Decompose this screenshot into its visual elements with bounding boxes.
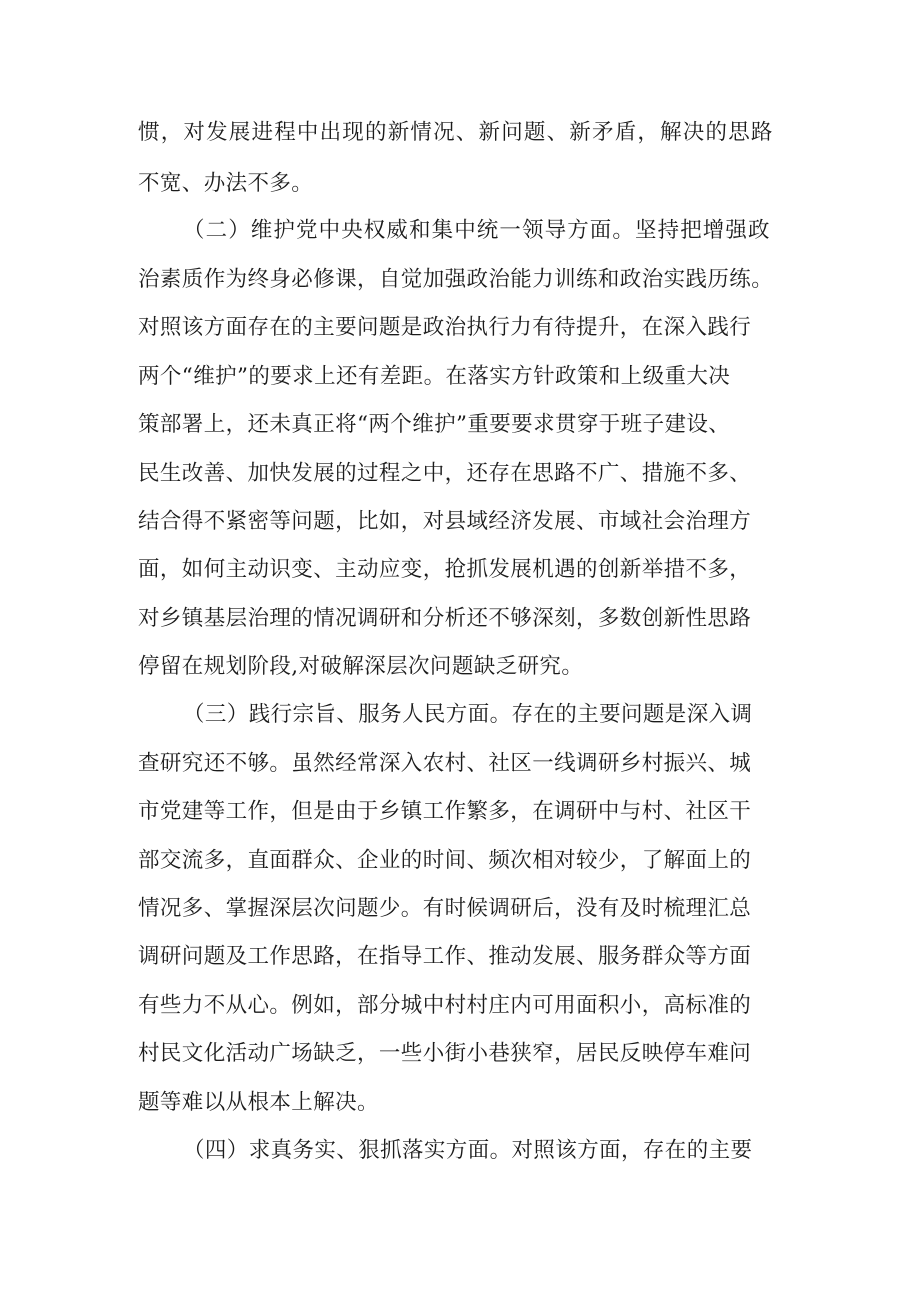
text-line: 部交流多，直面群众、企业的时间、频次相对较少，了解面上的: [138, 848, 752, 873]
text-line: 有些力不从心。例如，部分城中村村庄内可用面积小，高标准的: [138, 993, 752, 1018]
text-line: 结合得不紧密等问题，比如，对县域经济发展、市域社会治理方: [138, 509, 752, 534]
text-line: 不宽、办法不多。: [138, 171, 314, 196]
text-line: 对照该方面存在的主要问题是政治执行力有待提升，在深入践行: [138, 315, 752, 340]
text-line: 停留在规划阶段,对破解深层次问题缺乏研究。: [138, 654, 584, 679]
section-heading-line: （四）求真务实、狠抓落实方面。对照该方面，存在的主要: [183, 1138, 753, 1163]
text-line: 两个“维护”的要求上还有差距。在落实方针政策和上级重大决: [138, 364, 731, 389]
text-line: 面，如何主动识变、主动应变，抢抓发展机遇的创新举措不多，: [138, 557, 752, 582]
text-line: 情况多、掌握深层次问题少。有时候调研后，没有及时梳理汇总: [138, 896, 752, 921]
text-line: 对乡镇基层治理的情况调研和分析还不够深刻，多数创新性思路: [138, 606, 752, 631]
text-line: 市党建等工作，但是由于乡镇工作繁多，在调研中与村、社区干: [138, 799, 752, 824]
text-line: 民生改善、加快发展的过程之中，还存在思路不广、措施不多、: [138, 461, 752, 486]
text-line: 调研问题及工作思路，在指导工作、推动发展、服务群众等方面: [138, 944, 752, 969]
text-line: 策部署上，还未真正将“两个维护”重要要求贯穿于班子建设、: [138, 412, 731, 437]
text-line: 村民文化活动广场缺乏，一些小街小巷狭窄，居民反映停车难问: [138, 1041, 752, 1066]
text-line: 查研究还不够。虽然经常深入农村、社区一线调研乡村振兴、城: [138, 751, 752, 776]
section-heading-line: （二）维护党中央权威和集中统一领导方面。坚持把增强政: [183, 218, 771, 243]
text-line: 治素质作为终身必修课，自觉加强政治能力训练和政治实践历练。: [138, 267, 774, 292]
section-heading-line: （三）践行宗旨、服务人民方面。存在的主要问题是深入调: [183, 702, 753, 727]
text-line: 惯，对发展进程中出现的新情况、新问题、新矛盾，解决的思路: [138, 120, 774, 145]
text-line: 题等难以从根本上解决。: [138, 1090, 379, 1115]
